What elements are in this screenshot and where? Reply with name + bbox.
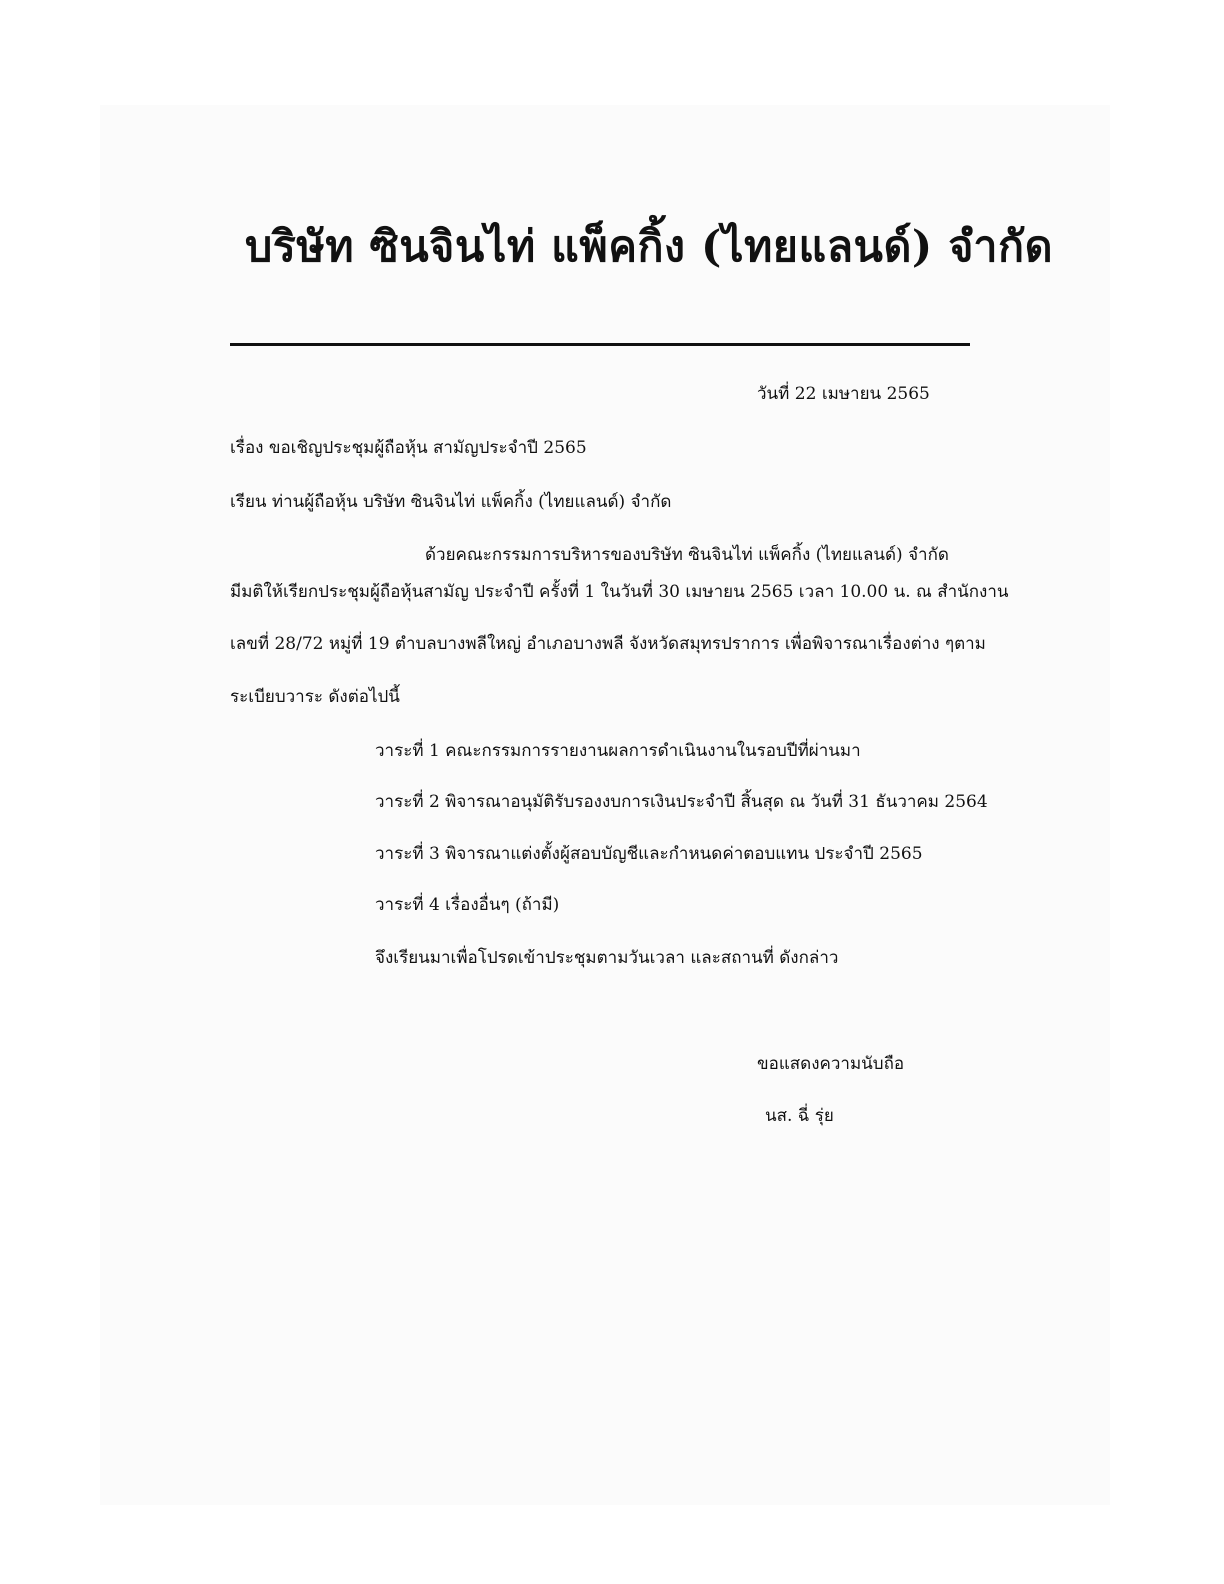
- subject-line: เรื่อง ขอเชิญประชุมผู้ถือหุ้น สามัญประจำปี 2565: [230, 438, 587, 458]
- agenda-item-4: วาระที่ 4 เรื่องอื่นๆ (ถ้ามี): [375, 895, 560, 915]
- signature-name: นส. ฉี่ รุ่ย: [765, 1106, 834, 1126]
- agenda-item-1: วาระที่ 1 คณะกรรมการรายงานผลการดำเนินงานในรอบปีที่ผ่านมา: [375, 741, 861, 761]
- body-line-2: มีมติให้เรียกประชุมผู้ถือหุ้นสามัญ ประจำปี ครั้งที่ 1 ในวันที่ 30 เมษายน 2565 เวลา 10.00 น. ณ สำนักงาน: [230, 582, 1009, 602]
- closing-line: จึงเรียนมาเพื่อโปรดเข้าประชุมตามวันเวลา และสถานที่ ดังกล่าว: [375, 948, 839, 968]
- date-line: วันที่ 22 เมษายน 2565: [757, 384, 930, 404]
- body-line-3: เลขที่ 28/72 หมู่ที่ 19 ตำบลบางพลีใหญ่ อำเภอบางพลี จังหวัดสมุทรปราการ เพื่อพิจารณาเรื่องต่าง ๆตาม: [230, 634, 986, 654]
- recipient-line: เรียน ท่านผู้ถือหุ้น บริษัท ซินจินไท่ แพ็คกิ้ง (ไทยแลนด์) จำกัด: [230, 492, 672, 512]
- agenda-item-3: วาระที่ 3 พิจารณาแต่งตั้งผู้สอบบัญชีและกำหนดค่าตอบแทน ประจำปี 2565: [375, 844, 923, 864]
- regards-line: ขอแสดงความนับถือ: [757, 1054, 905, 1074]
- body-line-1: ด้วยคณะกรรมการบริหารของบริษัท ซินจินไท่ แพ็คกิ้ง (ไทยแลนด์) จำกัด: [425, 545, 949, 565]
- body-line-4: ระเบียบวาระ ดังต่อไปนี้: [230, 687, 400, 707]
- header-divider: [230, 343, 970, 346]
- agenda-item-2: วาระที่ 2 พิจารณาอนุมัติรับรองงบการเงินประจำปี สิ้นสุด ณ วันที่ 31 ธันวาคม 2564: [375, 792, 988, 812]
- company-title: บริษัท ซินจินไท่ แพ็คกิ้ง (ไทยแลนด์) จำกัด: [245, 222, 1053, 272]
